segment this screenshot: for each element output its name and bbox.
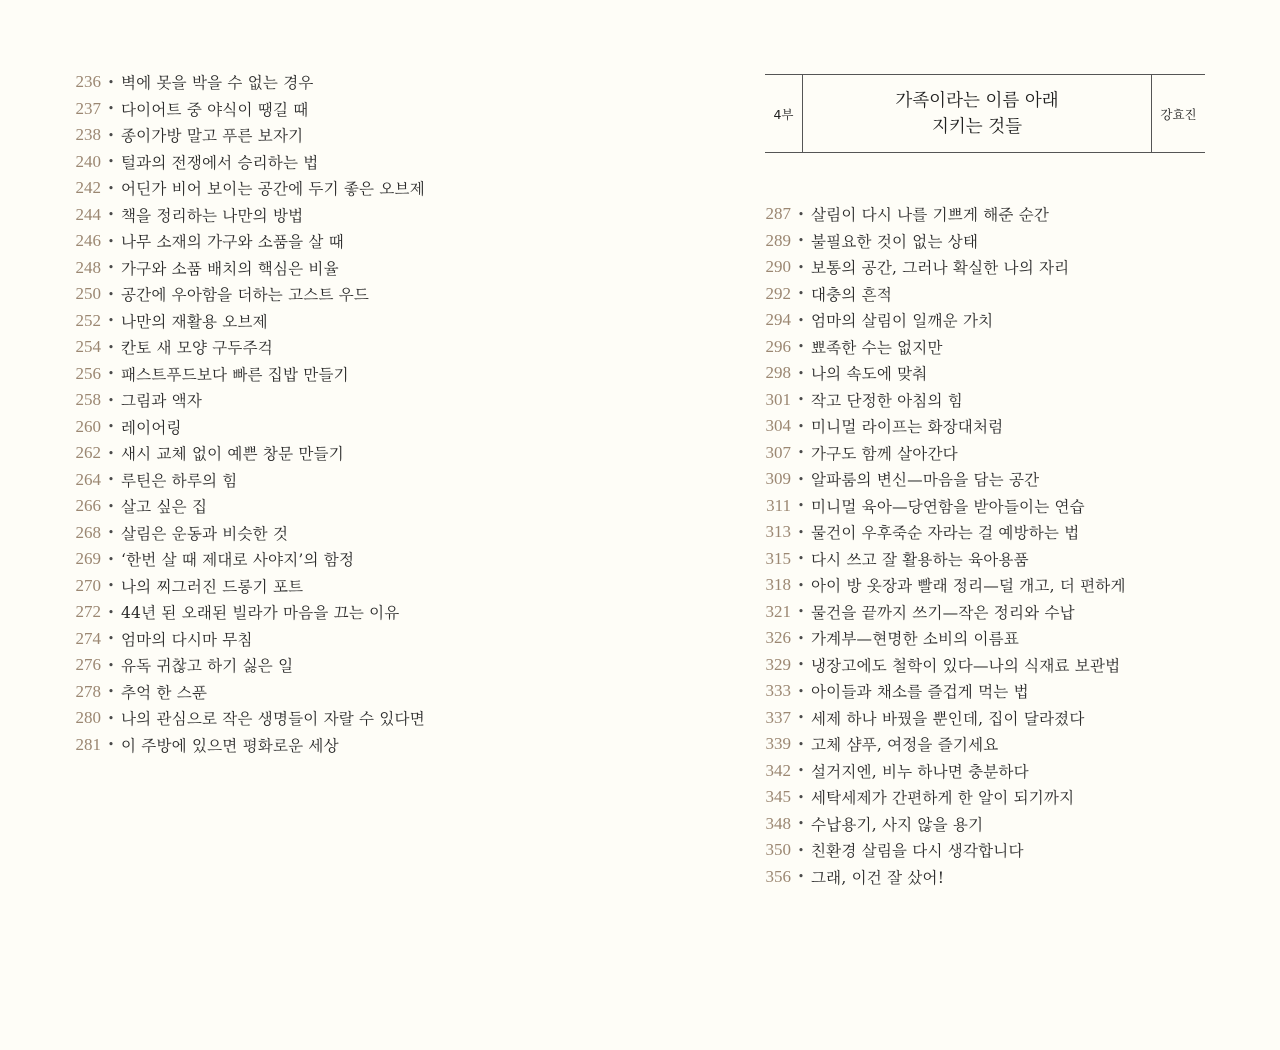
part-author: 강효진	[1151, 75, 1205, 152]
entry-title: 알파룸의 변신—마음을 담는 공간	[811, 471, 1040, 490]
entry-title: 아이 방 옷장과 빨래 정리—덜 개고, 더 편하게	[811, 577, 1126, 596]
bullet-icon: •	[797, 419, 805, 433]
page-number: 268	[75, 522, 101, 542]
page-number: 301	[765, 389, 791, 409]
entry-title: 가구와 소품 배치의 핵심은 비율	[121, 259, 339, 278]
page-number: 281	[75, 734, 101, 754]
page-number: 290	[765, 257, 791, 277]
entry-title: 이 주방에 있으면 평화로운 세상	[121, 736, 339, 755]
entry-title: 엄마의 살림이 일깨운 가치	[811, 312, 994, 331]
page-number: 240	[75, 151, 101, 171]
entry-title: 털과의 전쟁에서 승리하는 법	[121, 153, 319, 172]
bullet-icon: •	[107, 155, 115, 169]
entry-title: 유독 귀찮고 하기 싫은 일	[121, 657, 294, 676]
entry-title: 아이들과 채소를 즐겁게 먹는 법	[811, 683, 1029, 702]
toc-entry	[752, 837, 1126, 864]
entry-title: 대충의 흔적	[811, 285, 892, 304]
page-number: 356	[765, 866, 791, 886]
entry-title: 고체 샴푸, 여정을 즐기세요	[811, 736, 999, 755]
bullet-icon: •	[107, 208, 115, 222]
entry-title: 살림이 다시 나를 기쁘게 해준 순간	[811, 206, 1050, 225]
page-number: 318	[765, 575, 791, 595]
bullet-icon: •	[797, 737, 805, 751]
toc-entry	[62, 520, 425, 547]
toc-entry	[62, 228, 425, 255]
bullet-icon: •	[797, 525, 805, 539]
entry-title: 벽에 못을 박을 수 없는 경우	[121, 74, 314, 93]
page-number: 260	[75, 416, 101, 436]
bullet-icon: •	[797, 605, 805, 619]
bullet-icon: •	[797, 684, 805, 698]
toc-entry	[752, 652, 1126, 679]
page-number: 337	[765, 707, 791, 727]
entry-title: 새시 교체 없이 예쁜 창문 만들기	[121, 445, 344, 464]
bullet-icon: •	[797, 790, 805, 804]
entry-title: 물건을 끝까지 쓰기—작은 정리와 수납	[811, 603, 1075, 622]
toc-entry	[62, 202, 425, 229]
bullet-icon: •	[797, 499, 805, 513]
page-number: 292	[765, 283, 791, 303]
toc-entry	[62, 546, 425, 573]
bullet-icon: •	[107, 181, 115, 195]
toc-entry	[752, 334, 1126, 361]
page-number: 278	[75, 681, 101, 701]
part-title-line-2: 지키는 것들	[931, 116, 1023, 137]
bullet-icon: •	[107, 446, 115, 460]
toc-entry	[752, 599, 1126, 626]
bullet-icon: •	[797, 658, 805, 672]
toc-entry	[752, 387, 1126, 414]
bullet-icon: •	[797, 207, 805, 221]
toc-entry	[62, 361, 425, 388]
toc-entry	[752, 731, 1126, 758]
entry-title: 설거지엔, 비누 하나면 충분하다	[811, 762, 1029, 781]
toc-entry	[752, 864, 1126, 891]
page-number: 254	[75, 337, 101, 357]
toc-entry	[62, 175, 425, 202]
entry-title: 나의 찌그러진 드롱기 포트	[121, 577, 304, 596]
page-number: 294	[765, 310, 791, 330]
toc-entry	[752, 811, 1126, 838]
toc-entry	[62, 96, 425, 123]
part-title	[803, 75, 1151, 152]
page-number: 250	[75, 284, 101, 304]
entry-title: 책을 정리하는 나만의 방법	[121, 206, 304, 225]
entry-title: 미니멀 라이프는 화장대처럼	[811, 418, 1004, 437]
entry-title: ‘한번 살 때 제대로 사야지’의 함정	[121, 551, 355, 570]
page-number: 280	[75, 708, 101, 728]
bullet-icon: •	[107, 632, 115, 646]
page-number: 274	[75, 628, 101, 648]
toc-entry	[62, 308, 425, 335]
entry-title: 나만의 재활용 오브제	[121, 312, 268, 331]
toc-entry	[752, 705, 1126, 732]
toc-entry	[752, 758, 1126, 785]
toc-entry	[62, 149, 425, 176]
entry-title: 나무 소재의 가구와 소품을 살 때	[121, 233, 344, 252]
page-number: 329	[765, 654, 791, 674]
entry-title: 보통의 공간, 그러나 확실한 나의 자리	[811, 259, 1070, 278]
entry-title: 가계부—현명한 소비의 이름표	[811, 630, 1020, 649]
toc-entry	[62, 599, 425, 626]
toc-list-right	[752, 201, 1126, 890]
bullet-icon: •	[797, 870, 805, 884]
page-number: 309	[765, 469, 791, 489]
page-number: 313	[765, 522, 791, 542]
page-number: 266	[75, 496, 101, 516]
bullet-icon: •	[107, 579, 115, 593]
bullet-icon: •	[797, 631, 805, 645]
bullet-icon: •	[107, 287, 115, 301]
page-number: 342	[765, 760, 791, 780]
bullet-icon: •	[797, 287, 805, 301]
page-number: 248	[75, 257, 101, 277]
entry-title: 살고 싶은 집	[121, 498, 208, 517]
bullet-icon: •	[797, 552, 805, 566]
page-number: 296	[765, 336, 791, 356]
entry-title: 냉장고에도 철학이 있다—나의 식재료 보관법	[811, 656, 1121, 675]
toc-entry	[752, 546, 1126, 573]
bullet-icon: •	[107, 128, 115, 142]
page-number: 333	[765, 681, 791, 701]
toc-entry	[752, 281, 1126, 308]
toc-entry	[752, 784, 1126, 811]
entry-title: 종이가방 말고 푸른 보자기	[121, 127, 304, 146]
entry-title: 칸토 새 모양 구두주걱	[121, 339, 273, 358]
entry-title: 다시 쓰고 잘 활용하는 육아용품	[811, 550, 1029, 569]
bullet-icon: •	[107, 711, 115, 725]
page-number: 350	[765, 840, 791, 860]
entry-title: 패스트푸드보다 빠른 집밥 만들기	[121, 365, 349, 384]
bullet-icon: •	[797, 578, 805, 592]
entry-title: 세탁세제가 간편하게 한 알이 되기까지	[811, 789, 1075, 808]
entry-title: 뾰족한 수는 없지만	[811, 338, 943, 357]
entry-title: 나의 관심으로 작은 생명들이 자랄 수 있다면	[121, 710, 425, 729]
toc-entry	[62, 414, 425, 441]
bullet-icon: •	[797, 711, 805, 725]
bullet-icon: •	[107, 526, 115, 540]
page-number: 237	[75, 98, 101, 118]
bullet-icon: •	[797, 472, 805, 486]
toc-entry	[62, 334, 425, 361]
page-number: 246	[75, 231, 101, 251]
bullet-icon: •	[107, 340, 115, 354]
bullet-icon: •	[107, 499, 115, 513]
page-number: 345	[765, 787, 791, 807]
toc-entry	[752, 413, 1126, 440]
bullet-icon: •	[797, 260, 805, 274]
entry-title: 살림은 운동과 비슷한 것	[121, 524, 289, 543]
bullet-icon: •	[797, 393, 805, 407]
entry-title: 수납용기, 사지 않을 용기	[811, 815, 984, 834]
toc-entry	[62, 69, 425, 96]
page-number: 348	[765, 813, 791, 833]
entry-title: 레이어링	[121, 418, 182, 437]
bullet-icon: •	[797, 234, 805, 248]
entry-title: 가구도 함께 살아간다	[811, 444, 958, 463]
part-label: 4부	[765, 75, 803, 152]
bullet-icon: •	[797, 366, 805, 380]
entry-title: 엄마의 다시마 무침	[121, 630, 253, 649]
toc-entry	[62, 573, 425, 600]
bullet-icon: •	[107, 75, 115, 89]
entry-title: 불필요한 것이 없는 상태	[811, 232, 979, 251]
toc-entry	[62, 467, 425, 494]
toc-entry	[62, 626, 425, 653]
bullet-icon: •	[107, 738, 115, 752]
entry-title: 물건이 우후죽순 자라는 걸 예방하는 법	[811, 524, 1080, 543]
page-number: 244	[75, 204, 101, 224]
toc-entry	[62, 705, 425, 732]
bullet-icon: •	[797, 764, 805, 778]
bullet-icon: •	[797, 446, 805, 460]
toc-entry	[62, 387, 425, 414]
page-number: 242	[75, 178, 101, 198]
toc-entry	[752, 360, 1126, 387]
page-number: 272	[75, 602, 101, 622]
bullet-icon: •	[107, 102, 115, 116]
bullet-icon: •	[107, 261, 115, 275]
bullet-icon: •	[107, 393, 115, 407]
toc-entry	[752, 440, 1126, 467]
page-number: 298	[765, 363, 791, 383]
bullet-icon: •	[797, 817, 805, 831]
entry-title: 친환경 살림을 다시 생각합니다	[811, 842, 1024, 861]
toc-entry	[62, 493, 425, 520]
toc-entry	[62, 281, 425, 308]
page-number: 315	[765, 548, 791, 568]
toc-entry	[752, 254, 1126, 281]
entry-title: 공간에 우아함을 더하는 고스트 우드	[121, 286, 370, 305]
entry-title: 44년 된 오래된 빌라가 마음을 끄는 이유	[121, 604, 400, 623]
page-number: 256	[75, 363, 101, 383]
page-number: 276	[75, 655, 101, 675]
toc-entry	[752, 307, 1126, 334]
bullet-icon: •	[107, 685, 115, 699]
entry-title: 추억 한 스푼	[121, 683, 208, 702]
entry-title: 미니멀 육아—당연함을 받아들이는 연습	[811, 497, 1085, 516]
toc-entry	[752, 201, 1126, 228]
toc-list-left	[62, 69, 425, 758]
page-number: 270	[75, 575, 101, 595]
page-number: 269	[75, 549, 101, 569]
page-number: 339	[765, 734, 791, 754]
entry-title: 나의 속도에 맞춰	[811, 365, 928, 384]
page-number: 321	[765, 601, 791, 621]
page-number: 236	[75, 72, 101, 92]
bullet-icon: •	[107, 314, 115, 328]
bullet-icon: •	[797, 340, 805, 354]
toc-entry	[62, 440, 425, 467]
bullet-icon: •	[797, 843, 805, 857]
toc-entry	[752, 519, 1126, 546]
bullet-icon: •	[107, 367, 115, 381]
page-number: 238	[75, 125, 101, 145]
page-number: 252	[75, 310, 101, 330]
toc-entry	[752, 625, 1126, 652]
page-number: 258	[75, 390, 101, 410]
bullet-icon: •	[107, 420, 115, 434]
part-header	[765, 74, 1205, 153]
toc-entry	[752, 572, 1126, 599]
bullet-icon: •	[107, 658, 115, 672]
entry-title: 다이어트 중 야식이 땡길 때	[121, 100, 309, 119]
entry-title: 세제 하나 바꿨을 뿐인데, 집이 달라졌다	[811, 709, 1085, 728]
toc-entry	[62, 732, 425, 759]
page-number: 304	[765, 416, 791, 436]
entry-title: 그래, 이건 잘 샀어!	[811, 868, 945, 887]
page-number: 311	[766, 495, 791, 515]
toc-entry	[62, 122, 425, 149]
toc-entry	[752, 493, 1126, 520]
entry-title: 그림과 액자	[121, 392, 202, 411]
entry-title: 어딘가 비어 보이는 공간에 두기 좋은 오브제	[121, 180, 425, 199]
toc-entry	[752, 228, 1126, 255]
toc-entry	[752, 678, 1126, 705]
bullet-icon: •	[797, 313, 805, 327]
page-number: 262	[75, 443, 101, 463]
page-number: 326	[765, 628, 791, 648]
toc-entry	[752, 466, 1126, 493]
bullet-icon: •	[107, 605, 115, 619]
bullet-icon: •	[107, 473, 115, 487]
part-title-line-1: 가족이라는 이름 아래	[895, 90, 1059, 111]
entry-title: 작고 단정한 아침의 힘	[811, 391, 963, 410]
page-number: 289	[765, 230, 791, 250]
toc-entry	[62, 255, 425, 282]
entry-title: 루틴은 하루의 힘	[121, 471, 238, 490]
page-number: 264	[75, 469, 101, 489]
bullet-icon: •	[107, 552, 115, 566]
bullet-icon: •	[107, 234, 115, 248]
toc-entry	[62, 679, 425, 706]
page-number: 307	[765, 442, 791, 462]
page-number: 287	[765, 204, 791, 224]
toc-entry	[62, 652, 425, 679]
